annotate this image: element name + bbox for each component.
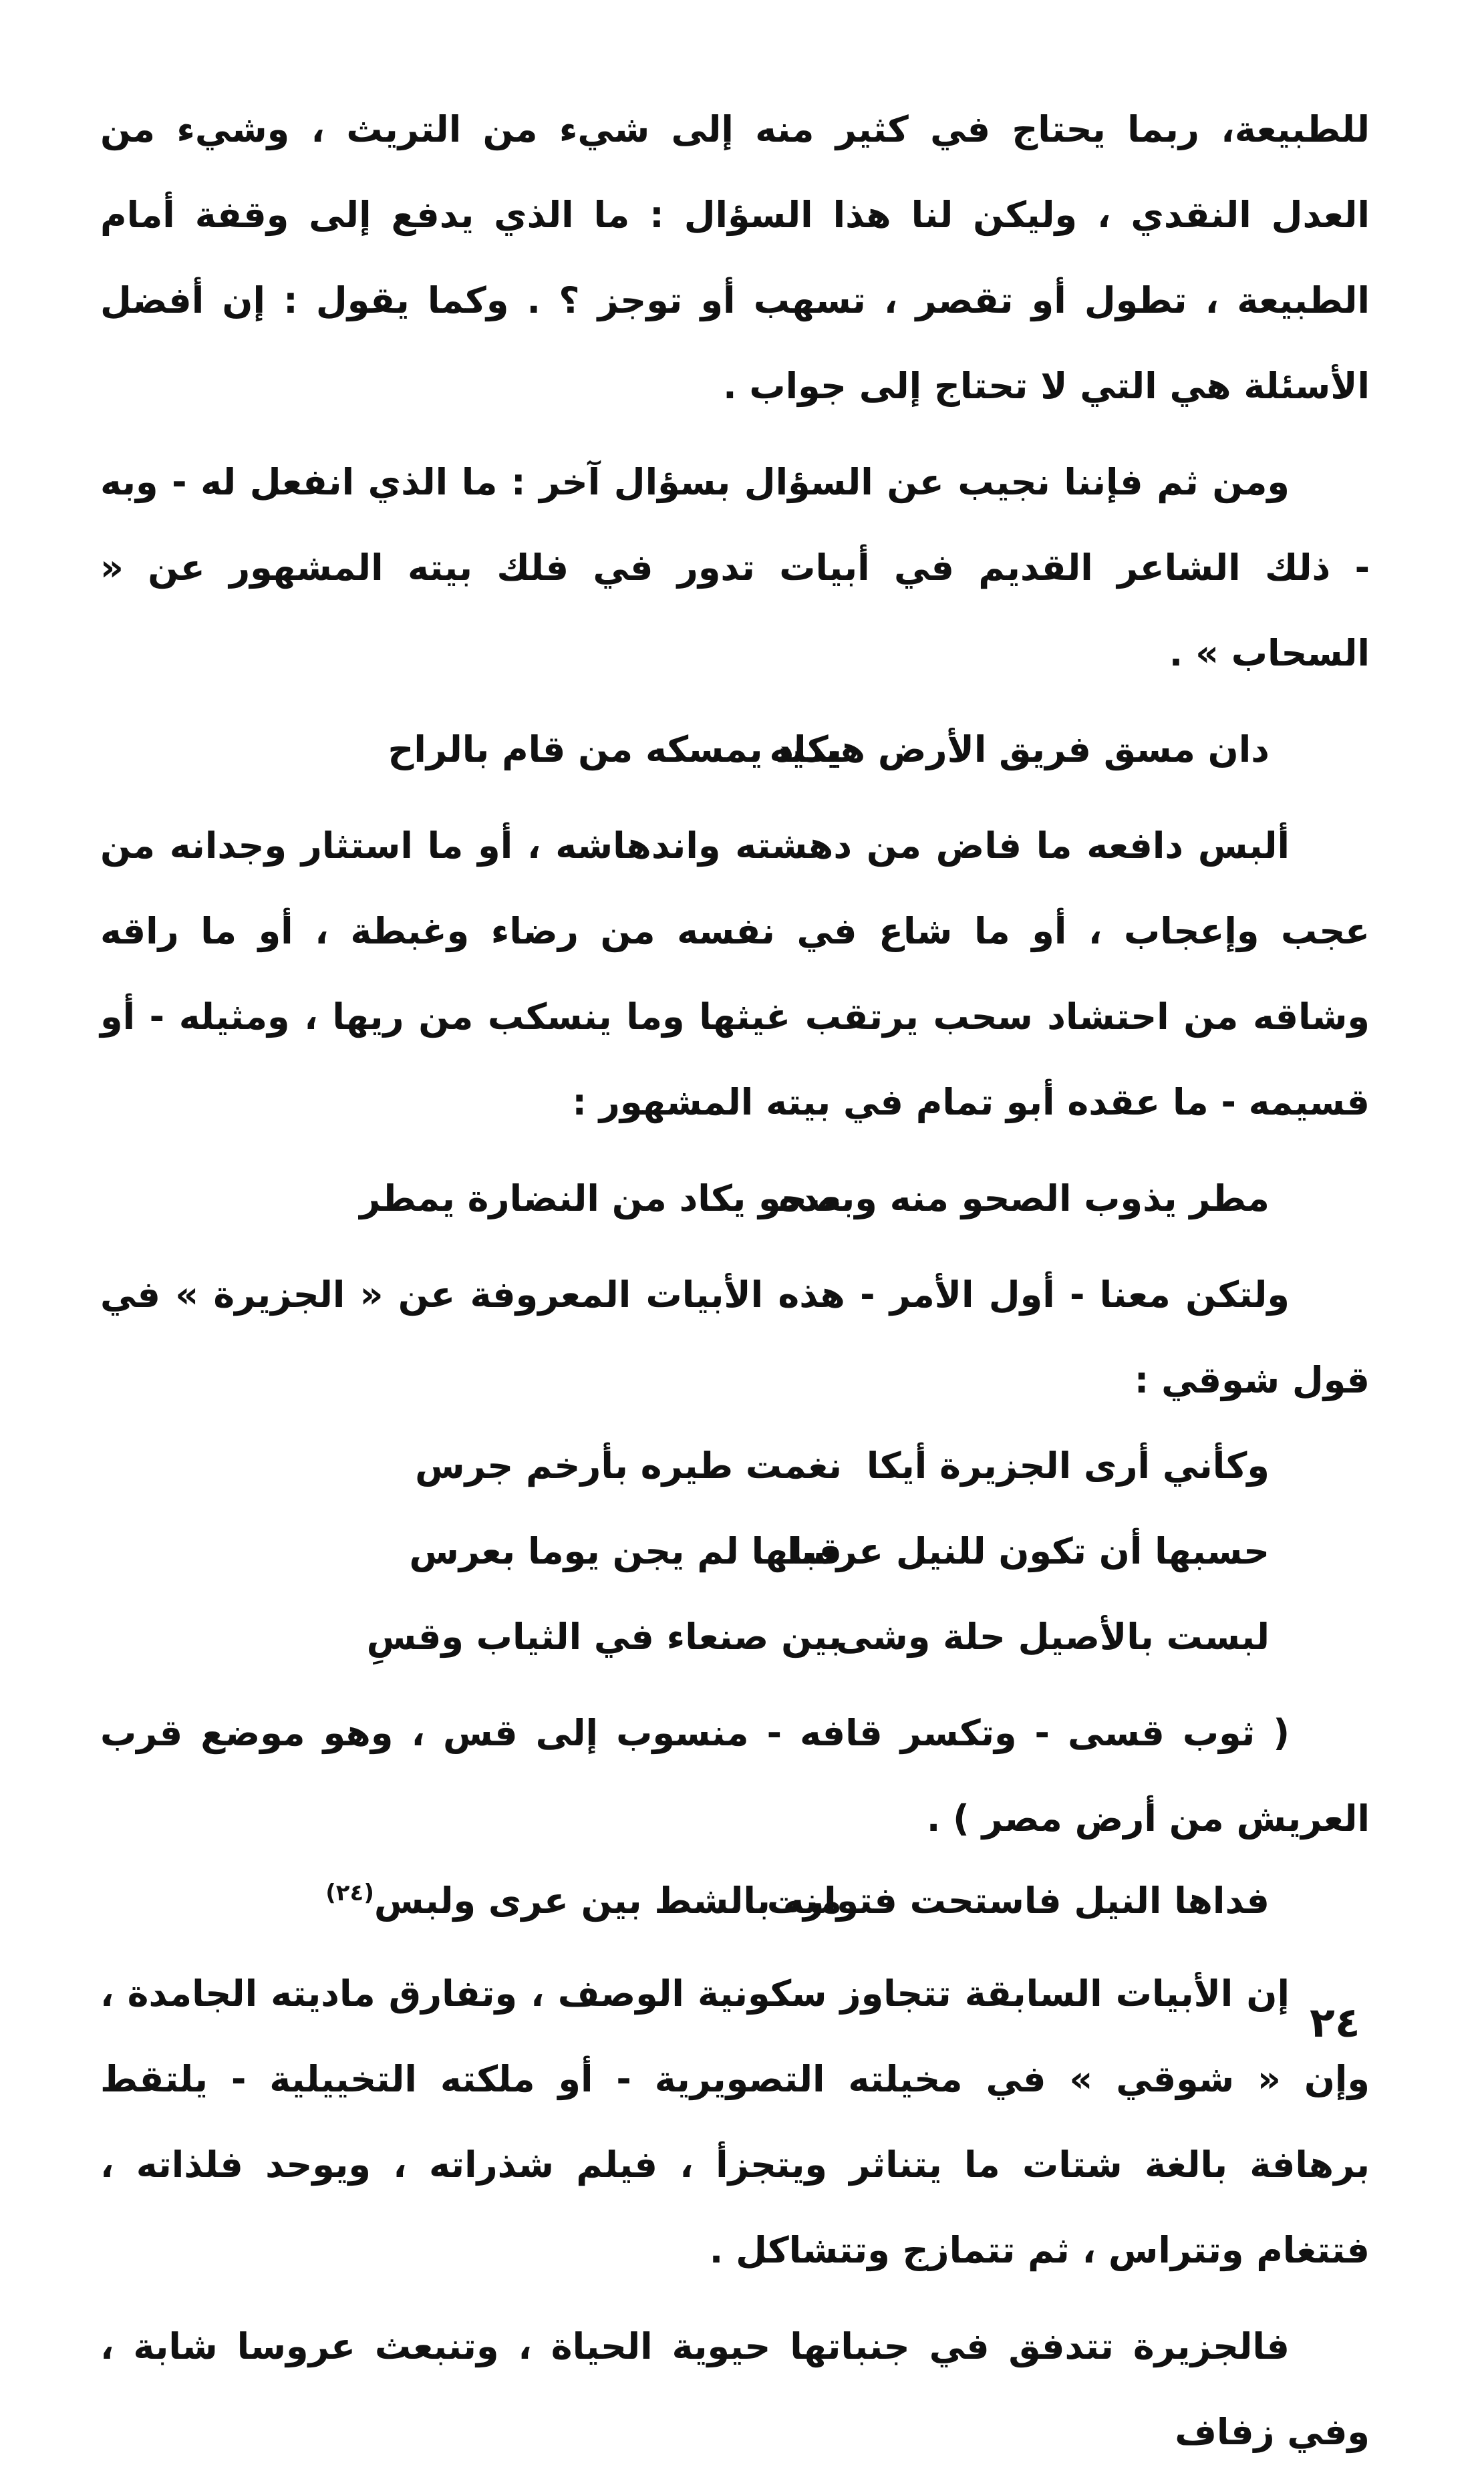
paragraph-6: إن الأبيات السابقة تتجاوز سكونية الوصف ، وتفارق ماديته الجامدة ، وإن « شوقي » في مخيلته التصويرية - أو ملكته التخييلية - يلتقط برهافة بالغة شتات ما يتناثر ويتجزأ ، فيلم شذراته ، ويوحد فلذاته ، فتتغام وتتراس ، ثم تتمازج وتتشاكل .: [100, 1973, 1370, 2271]
verse-4-second-hemistich: قبلها لم يجن يوما بعرس: [409, 1530, 842, 1572]
verse-4-first-hemistich: حسبها أن تكون للنيل عرسا: [787, 1530, 1270, 1572]
verse-2: [100, 1156, 1370, 1242]
verse-6-first-hemistich: فداها النيل فاستحت فتوارت: [766, 1880, 1270, 1922]
page-body: [100, 87, 1370, 2475]
verse-2-second-hemistich: صحو يكاد من النضارة يمطر: [359, 1177, 842, 1219]
paragraph-1: للطبيعة، ربما يحتاج في كثير منه إلى شيء من التريث ، وشيء من العدل النقدي ، وليكن لنا هذا السؤال : ما الذي يدفع إلى وقفة أمام الطبيعة ، تطول أو تقصر ، تسهب أو توجز ؟ . وكما يقول : إن أفضل الأسئلة هي التي لا تحتاج إلى جواب .: [100, 108, 1370, 407]
verse-3: [100, 1423, 1370, 1509]
verse-1: [100, 707, 1370, 792]
verse-6: [100, 1862, 1370, 1940]
verse-1-first-hemistich: دان مسق فريق الأرض هيديه: [769, 728, 1270, 770]
paragraph-7: فالجزيرة تتدفق في جنباتها حيوية الحياة ، وتنبعث عروسا شابة ، وفي زفاف: [100, 2325, 1370, 2453]
verse-5-second-hemistich: بين صنعاء في الثياب وقسِ: [366, 1616, 842, 1658]
paragraph-3: ألبس دافعه ما فاض من دهشته واندهاشه ، أو ما استثار وجدانه من عجب وإعجاب ، أو ما شاع في نفسه من رضاء وغبطة ، أو ما راقه وشاقه من احتشاد سحب يرتقب غيثها وما ينسكب من ريها ، ومثيله - أو قسيمه - ما عقده أبو تمام في بيته المشهور :: [100, 825, 1370, 1123]
verse-1-second-hemistich: يكاد يمسكه من قام بالراح: [388, 728, 842, 770]
footnote-marker: (٢٤): [325, 1880, 374, 1906]
paragraph-2: ومن ثم فإننا نجيب عن السؤال بسؤال آخر : ما الذي انفعل له - وبه - ذلك الشاعر القديم في أبيات تدور في فلك بيته المشهور عن « السحاب » .: [100, 461, 1370, 674]
page-number: ٢٤: [1310, 1998, 1360, 2047]
verse-3-first-hemistich: وكأني أرى الجزيرة أيكا: [866, 1445, 1270, 1487]
verse-2-first-hemistich: مطر يذوب الصحو منه وبعده: [778, 1177, 1270, 1219]
verse-5: [100, 1594, 1370, 1680]
verse-6-second-text: منه بالشط بين عرى ولبس: [374, 1880, 842, 1922]
verse-4: [100, 1509, 1370, 1594]
verse-3-second-hemistich: نغمت طيره بأرخم جرس: [415, 1445, 842, 1487]
verse-6-second-hemistich: [325, 1862, 842, 1940]
verse-5-first-hemistich: لبست بالأصيل حلة وشى: [835, 1616, 1270, 1658]
paragraph-5-gloss: ( ثوب قسى - وتكسر قافه - منسوب إلى قس ، وهو موضع قرب العريش من أرض مصر ) .: [100, 1712, 1370, 1840]
paragraph-4: ولتكن معنا - أول الأمر - هذه الأبيات المعروفة عن « الجزيرة » في قول شوقي :: [100, 1274, 1370, 1401]
